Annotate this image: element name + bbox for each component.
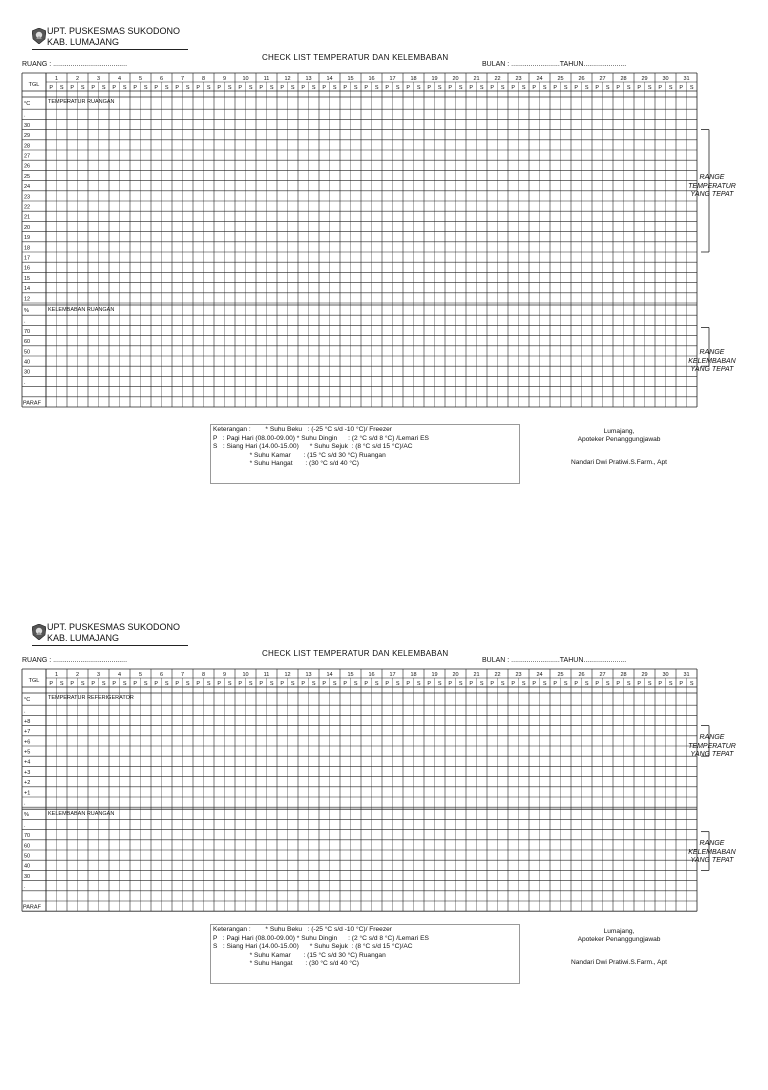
shift-s-label: S [668,681,673,687]
shift-s-label: S [458,681,463,687]
shift-p-label: P [658,681,663,687]
day-number: 1 [54,76,59,82]
day-number: 28 [620,672,627,678]
day-number: 15 [347,76,354,82]
shift-s-label: S [542,681,547,687]
temp-row-label: +1 [24,790,31,797]
temp-section-title: TEMPERATUR REFERIGERATOR [48,695,134,701]
hum-unit-label: % [24,812,29,819]
day-number: 17 [389,76,396,82]
shift-s-label: S [290,681,295,687]
shift-s-label: S [647,681,652,687]
shift-p-label: P [280,85,285,91]
shift-s-label: S [521,681,526,687]
hum-row-label: 40 [24,359,31,366]
shift-s-label: S [227,85,232,91]
shift-p-label: P [238,681,243,687]
shift-s-label: S [311,85,316,91]
shift-p-label: P [280,681,285,687]
shift-p-label: P [112,681,117,687]
shift-p-label: P [448,85,453,91]
day-number: 18 [410,672,417,678]
day-number: 27 [599,76,606,82]
hum-row-label: 40 [24,863,31,870]
shift-s-label: S [584,85,589,91]
shift-p-label: P [427,85,432,91]
day-number: 2 [75,672,80,678]
day-number: 6 [159,672,164,678]
day-number: 12 [284,76,291,82]
shift-p-label: P [553,681,558,687]
shift-p-label: P [406,681,411,687]
shift-p-label: P [637,681,642,687]
shift-p-label: P [175,85,180,91]
shift-p-label: P [364,85,369,91]
day-number: 1 [54,672,59,678]
shift-s-label: S [185,85,190,91]
day-number: 3 [96,672,101,678]
temp-row-label: 23 [24,194,31,201]
shift-s-label: S [290,85,295,91]
day-number: 5 [138,76,143,82]
shift-s-label: S [563,85,568,91]
day-number: 19 [431,672,438,678]
shift-s-label: S [101,85,106,91]
log-grid [0,24,768,424]
day-number: 16 [368,76,375,82]
hum-row-label: . [24,379,26,386]
shift-p-label: P [217,85,222,91]
shift-p-label: P [70,85,75,91]
shift-s-label: S [605,681,610,687]
shift-s-label: S [185,681,190,687]
shift-p-label: P [553,85,558,91]
day-number: 22 [494,76,501,82]
shift-p-label: P [133,681,138,687]
shift-p-label: P [616,681,621,687]
day-number: 30 [662,672,669,678]
hum-row-label: 70 [24,833,31,840]
temp-row-label: +3 [24,769,31,776]
shift-s-label: S [374,85,379,91]
paraf-label: PARAF [23,904,41,911]
shift-p-label: P [91,681,96,687]
shift-s-label: S [122,681,127,687]
range-hum-label: RANGE KELEMBABAN YANG TEPAT [688,349,736,373]
day-number: 13 [305,76,312,82]
temp-row-label: 28 [24,143,31,150]
signature-role: Apoteker Penanggungjawab [577,436,661,443]
day-number: 10 [242,672,249,678]
day-number: 11 [263,76,270,82]
shift-p-label: P [595,85,600,91]
day-number: 24 [536,76,543,82]
shift-s-label: S [269,85,274,91]
shift-s-label: S [248,85,253,91]
shift-s-label: S [416,85,421,91]
day-number: 31 [683,672,690,678]
bulan-tahun-field: BULAN : .........................TAHUN...................... [482,61,627,68]
shift-p-label: P [469,85,474,91]
temp-row-label: 14 [24,286,31,293]
shift-s-label: S [689,681,694,687]
day-number: 24 [536,672,543,678]
shift-p-label: P [595,681,600,687]
day-number: 16 [368,672,375,678]
checklist-sheet-1 [0,24,768,494]
day-number: 5 [138,672,143,678]
hum-unit-label: % [24,308,29,314]
shift-s-label: S [164,681,169,687]
shift-p-label: P [343,85,348,91]
temp-row-label: . [24,800,26,807]
shift-s-label: S [311,681,316,687]
temp-row-label: 12 [24,296,31,303]
day-number: 17 [389,672,396,678]
shift-s-label: S [248,681,253,687]
shift-p-label: P [574,85,579,91]
shift-p-label: P [70,681,75,687]
day-number: 30 [662,76,669,82]
day-number: 7 [180,76,185,82]
shift-p-label: P [259,681,264,687]
hum-row-label: 70 [24,328,31,335]
shift-s-label: S [500,681,505,687]
shift-s-label: S [59,681,64,687]
temp-row-label: 22 [24,204,31,211]
shift-p-label: P [154,85,159,91]
shift-p-label: P [679,85,684,91]
shift-s-label: S [626,681,631,687]
shift-p-label: P [574,681,579,687]
day-number: 14 [326,672,333,678]
hum-section-title: KELEMBABAN RUANGAN [48,811,115,818]
shift-s-label: S [416,681,421,687]
shift-p-label: P [616,85,621,91]
temp-row-label: . [24,708,26,715]
shift-p-label: P [196,681,201,687]
signature-block [554,428,684,467]
day-number: 13 [305,672,312,678]
shift-p-label: P [637,85,642,91]
shift-p-label: P [511,85,516,91]
day-number: 8 [201,76,206,82]
shift-s-label: S [206,681,211,687]
shift-p-label: P [196,85,201,91]
temp-row-label: +7 [24,729,31,736]
day-number: 22 [494,672,501,678]
shift-p-label: P [133,85,138,91]
hum-row-label: . [24,318,26,325]
temp-row-label: 18 [24,245,31,252]
day-number: 7 [180,672,185,678]
temp-unit-label: °C [24,101,31,107]
bulan-tahun-field: BULAN : .........................TAHUN...................... [482,657,627,664]
day-number: 26 [578,672,585,678]
shift-p-label: P [238,85,243,91]
shift-p-label: P [364,681,369,687]
shift-p-label: P [679,681,684,687]
day-number: 3 [96,76,101,82]
day-number: 19 [431,76,438,82]
shift-s-label: S [605,85,610,91]
shift-p-label: P [469,681,474,687]
shift-s-label: S [584,681,589,687]
ruang-field: RUANG : ...................................... [22,61,128,68]
range-hum-label: RANGE KELEMBABAN YANG TEPAT [688,840,736,864]
day-number: 20 [452,672,459,678]
shift-p-label: P [385,85,390,91]
day-number: 28 [620,76,627,82]
legend-notes: Keterangan : * Suhu Beku : (-25 °C s/d -10 °C)/ Freezer P : Pagi Hari (08.00-09.00) * Suhu Dingin : (2 °C s/d 8 °C) /Lemari ES S : Siang Hari (14.00-15.00) * Suhu Sejuk : (8 °C s/d 15 °C)/AC * Suhu Kamar : (15 °C s/d 30 °C) Ruangan * Suhu Hangat : (30 °C s/d 40 °C) [210,924,520,984]
shift-p-label: P [658,85,663,91]
hum-row-label: 30 [24,873,31,880]
temp-row-label: 15 [24,275,31,282]
shift-s-label: S [437,681,442,687]
shift-s-label: S [479,85,484,91]
shift-s-label: S [353,681,358,687]
shift-s-label: S [227,681,232,687]
shift-s-label: S [437,85,442,91]
shift-s-label: S [395,681,400,687]
day-number: 4 [117,76,122,82]
hum-row-label: 50 [24,853,31,860]
shift-s-label: S [626,85,631,91]
hum-row-label: . [24,884,26,891]
day-number: 9 [222,76,227,82]
shift-p-label: P [343,681,348,687]
shift-p-label: P [217,681,222,687]
legend-notes: Keterangan : * Suhu Beku : (-25 °C s/d -10 °C)/ Freezer P : Pagi Hari (08.00-09.00) * Suhu Dingin : (2 °C s/d 8 °C) /Lemari ES S : Siang Hari (14.00-15.00) * Suhu Sejuk : (8 °C s/d 15 °C)/AC * Suhu Kamar : (15 °C s/d 30 °C) Ruangan * Suhu Hangat : (30 °C s/d 40 °C) [210,424,520,484]
page-title: CHECK LIST TEMPERATUR DAN KELEMBABAN [262,649,449,658]
day-number: 2 [75,76,80,82]
shift-s-label: S [206,85,211,91]
shift-p-label: P [532,85,537,91]
signature-block [554,928,684,967]
day-number: 8 [201,672,206,678]
day-number: 25 [557,672,564,678]
shift-s-label: S [395,85,400,91]
shift-s-label: S [542,85,547,91]
hum-section-title: KELEMBABAN RUANGAN [48,307,115,313]
day-number: 10 [242,76,249,82]
signature-place: Lumajang, [603,928,635,935]
day-number: 25 [557,76,564,82]
day-number: 31 [683,76,690,82]
shift-s-label: S [563,681,568,687]
temp-row-label: 25 [24,173,31,180]
shift-p-label: P [259,85,264,91]
shift-p-label: P [406,85,411,91]
shift-s-label: S [668,85,673,91]
hum-row-label: 60 [24,843,31,850]
range-temp-label: RANGE TEMPERATUR YANG TEPAT [688,734,736,758]
ruang-field: RUANG : ...................................... [22,657,128,664]
paraf-label: PARAF [23,400,41,407]
temp-row-label: 29 [24,133,31,140]
day-number: 23 [515,672,522,678]
shift-s-label: S [143,681,148,687]
day-number: 15 [347,672,354,678]
shift-p-label: P [448,681,453,687]
shift-s-label: S [332,681,337,687]
signature-name: Nandari Dwi Pratiwi.S.Farm., Apt [570,959,667,966]
day-number: 18 [410,76,417,82]
shift-p-label: P [301,681,306,687]
temp-row-label: 30 [24,122,31,129]
shift-s-label: S [332,85,337,91]
day-number: 29 [641,76,648,82]
temp-row-label: +2 [24,780,31,787]
temp-row-label: +4 [24,759,31,766]
temp-row-label: 27 [24,153,31,160]
tgl-label: TGL [28,82,40,88]
shift-p-label: P [490,85,495,91]
shift-p-label: P [322,85,327,91]
shift-s-label: S [164,85,169,91]
temp-row-label: 16 [24,265,31,272]
temp-row-label: +8 [24,718,31,725]
temp-row-label: +6 [24,739,31,746]
signature-role: Apoteker Penanggungjawab [577,936,661,943]
shift-s-label: S [59,85,64,91]
organization-name: UPT. PUSKESMAS SUKODONO KAB. LUMAJANG [47,622,181,643]
day-number: 27 [599,672,606,678]
day-number: 23 [515,76,522,82]
temp-section-title: TEMPERATUR RUANGAN [48,99,115,105]
range-temp-label: RANGE TEMPERATUR YANG TEPAT [688,174,736,198]
shift-p-label: P [322,681,327,687]
day-number: 12 [284,672,291,678]
temp-row-label: 24 [24,184,31,191]
hum-row-label: 30 [24,369,31,376]
day-number: 21 [473,672,480,678]
shift-p-label: P [511,681,516,687]
shift-s-label: S [101,681,106,687]
shift-s-label: S [122,85,127,91]
day-number: 29 [641,672,648,678]
temp-row-label: 19 [24,235,31,242]
shift-s-label: S [521,85,526,91]
day-number: 26 [578,76,585,82]
day-number: 14 [326,76,333,82]
shift-s-label: S [80,85,85,91]
shift-p-label: P [490,681,495,687]
tgl-label: TGL [28,678,40,684]
shift-s-label: S [353,85,358,91]
temp-row-label: . [24,112,26,119]
shift-p-label: P [154,681,159,687]
day-number: 20 [452,76,459,82]
shift-s-label: S [374,681,379,687]
shift-s-label: S [500,85,505,91]
temp-unit-label: °C [24,697,31,703]
day-number: 11 [263,672,270,678]
shift-s-label: S [689,85,694,91]
temp-row-label: 26 [24,163,31,170]
day-number: 6 [159,76,164,82]
shift-p-label: P [112,85,117,91]
day-number: 21 [473,76,480,82]
temp-row-label: 21 [24,214,31,221]
page-title: CHECK LIST TEMPERATUR DAN KELEMBABAN [262,53,449,62]
hum-row-label: 60 [24,339,31,346]
shift-p-label: P [532,681,537,687]
shift-s-label: S [269,681,274,687]
shift-p-label: P [301,85,306,91]
shift-p-label: P [385,681,390,687]
shift-p-label: P [427,681,432,687]
signature-name: Nandari Dwi Pratiwi.S.Farm., Apt [570,459,667,466]
log-grid [0,620,768,920]
shift-p-label: P [49,681,54,687]
shift-s-label: S [458,85,463,91]
day-number: 4 [117,672,122,678]
hum-row-label: . [24,822,26,829]
shift-s-label: S [143,85,148,91]
shift-s-label: S [647,85,652,91]
temp-row-label: +5 [24,749,31,756]
temp-row-label: 20 [24,224,31,231]
shift-p-label: P [49,85,54,91]
hum-row-label: 50 [24,349,31,356]
shift-s-label: S [479,681,484,687]
shift-s-label: S [80,681,85,687]
shift-p-label: P [91,85,96,91]
day-number: 9 [222,672,227,678]
organization-name: UPT. PUSKESMAS SUKODONO KAB. LUMAJANG [47,26,181,47]
shift-p-label: P [175,681,180,687]
checklist-sheet-2 [0,620,768,1090]
signature-place: Lumajang, [603,428,635,435]
temp-row-label: 17 [24,255,31,262]
